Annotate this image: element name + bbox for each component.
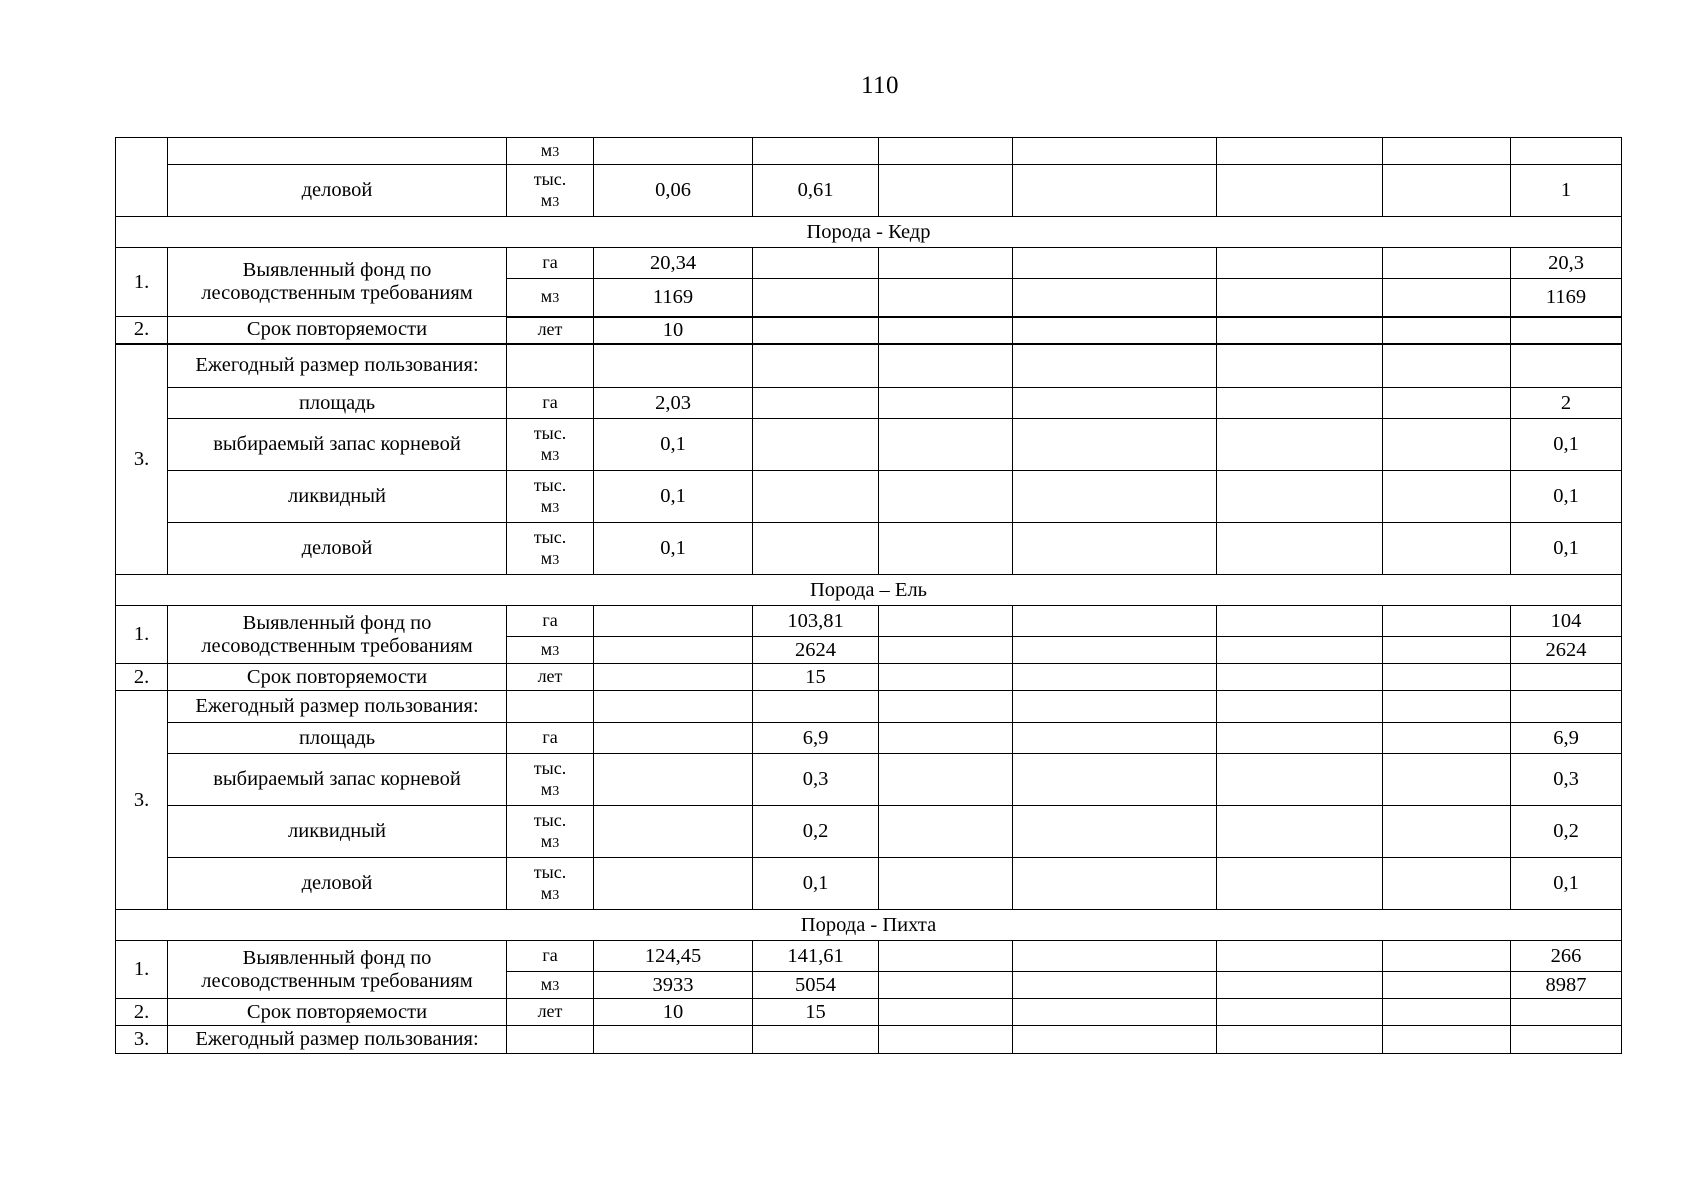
section-row-el [116, 575, 1622, 606]
label-cell: деловой [168, 858, 507, 910]
value-cell: 124,45 [594, 941, 753, 972]
unit-cell: га [507, 941, 594, 972]
table-row [116, 1026, 1622, 1054]
unit-cell: га [507, 388, 594, 419]
table-row [116, 941, 1622, 972]
label-cell: деловой [168, 523, 507, 575]
table-row [116, 248, 1622, 279]
table-row [116, 606, 1622, 637]
total-cell: 0,1 [1511, 471, 1622, 523]
label-cell: Выявленный фонд по лесоводственным требованиям [168, 941, 507, 999]
row-number: 1. [116, 606, 168, 664]
value-cell: 0,2 [753, 806, 879, 858]
value-cell: 10 [594, 317, 753, 344]
table-row [116, 419, 1622, 471]
table-row [116, 317, 1622, 344]
table-row [116, 664, 1622, 691]
value-cell: 141,61 [753, 941, 879, 972]
value-cell: 103,81 [753, 606, 879, 637]
total-cell: 20,3 [1511, 248, 1622, 279]
row-number: 3. [116, 691, 168, 910]
total-cell: 6,9 [1511, 723, 1622, 754]
unit-cell: тыс. м3 [507, 165, 594, 217]
label-cell: выбираемый запас корневой [168, 754, 507, 806]
section-title: Порода - Кедр [116, 217, 1622, 248]
section-row-pikhta [116, 910, 1622, 941]
table-row [116, 691, 1622, 723]
label-cell: площадь [168, 388, 507, 419]
forest-use-table [115, 137, 1622, 1054]
unit-cell: лет [507, 317, 594, 344]
total-cell: 2624 [1511, 637, 1622, 664]
unit-cell: м3 [507, 138, 594, 165]
value-cell: 10 [594, 999, 753, 1026]
unit-cell: га [507, 248, 594, 279]
value-cell: 0,06 [594, 165, 753, 217]
unit-cell: тыс. м3 [507, 858, 594, 910]
section-row-kedr [116, 217, 1622, 248]
row-number: 1. [116, 248, 168, 317]
label-cell: Ежегодный размер пользования: [168, 1026, 507, 1054]
table-row [116, 523, 1622, 575]
unit-cell: га [507, 723, 594, 754]
value-cell: 0,1 [753, 858, 879, 910]
label-cell: Выявленный фонд по лесоводственным требованиям [168, 248, 507, 317]
section-title: Порода – Ель [116, 575, 1622, 606]
value-cell: 6,9 [753, 723, 879, 754]
row-number: 2. [116, 999, 168, 1026]
unit-cell: м3 [507, 279, 594, 317]
row-number: 3. [116, 344, 168, 575]
total-cell: 266 [1511, 941, 1622, 972]
label-cell: Ежегодный размер пользования: [168, 344, 507, 388]
label-cell: Срок повторяемости [168, 664, 507, 691]
unit-cell: лет [507, 664, 594, 691]
row-number: 2. [116, 664, 168, 691]
table-row [116, 858, 1622, 910]
value-cell: 3933 [594, 972, 753, 999]
label-cell [168, 138, 507, 165]
table-row [116, 138, 1622, 165]
value-cell: 15 [753, 999, 879, 1026]
table-row [116, 806, 1622, 858]
total-cell: 8987 [1511, 972, 1622, 999]
unit-cell: лет [507, 999, 594, 1026]
table-row [116, 471, 1622, 523]
num-cell [116, 138, 168, 217]
table-row [116, 344, 1622, 388]
value-cell: 2624 [753, 637, 879, 664]
value-cell: 0,1 [594, 471, 753, 523]
label-cell: ликвидный [168, 806, 507, 858]
value-cell: 2,03 [594, 388, 753, 419]
unit-cell: тыс. м3 [507, 754, 594, 806]
value-cell: 0,3 [753, 754, 879, 806]
value-cell: 0,1 [594, 523, 753, 575]
total-cell: 0,3 [1511, 754, 1622, 806]
total-cell: 0,1 [1511, 523, 1622, 575]
label-cell: площадь [168, 723, 507, 754]
value-cell: 15 [753, 664, 879, 691]
row-number: 3. [116, 1026, 168, 1054]
label-cell: ликвидный [168, 471, 507, 523]
value-cell: 0,1 [594, 419, 753, 471]
total-cell: 1 [1511, 165, 1622, 217]
row-number: 1. [116, 941, 168, 999]
unit-cell: тыс. м3 [507, 523, 594, 575]
total-cell: 104 [1511, 606, 1622, 637]
unit-cell: м3 [507, 972, 594, 999]
row-number: 2. [116, 317, 168, 344]
total-cell: 0,1 [1511, 419, 1622, 471]
label-cell: Выявленный фонд по лесоводственным требованиям [168, 606, 507, 664]
table-row [116, 754, 1622, 806]
page-number: 110 [860, 72, 900, 99]
value-cell: 1169 [594, 279, 753, 317]
label-cell: Срок повторяемости [168, 999, 507, 1026]
table-row [116, 999, 1622, 1026]
table-row [116, 388, 1622, 419]
value-cell: 20,34 [594, 248, 753, 279]
label-cell: деловой [168, 165, 507, 217]
value-cell: 5054 [753, 972, 879, 999]
value-cell: 0,61 [753, 165, 879, 217]
label-cell: Ежегодный размер пользования: [168, 691, 507, 723]
label-cell: выбираемый запас корневой [168, 419, 507, 471]
table-row [116, 723, 1622, 754]
label-cell: Срок повторяемости [168, 317, 507, 344]
unit-cell: тыс. м3 [507, 806, 594, 858]
section-title: Порода - Пихта [116, 910, 1622, 941]
total-cell: 0,1 [1511, 858, 1622, 910]
unit-cell: тыс. м3 [507, 419, 594, 471]
total-cell: 2 [1511, 388, 1622, 419]
table-row [116, 165, 1622, 217]
unit-cell: м3 [507, 637, 594, 664]
unit-cell: тыс. м3 [507, 471, 594, 523]
unit-cell: га [507, 606, 594, 637]
total-cell: 1169 [1511, 279, 1622, 317]
total-cell: 0,2 [1511, 806, 1622, 858]
